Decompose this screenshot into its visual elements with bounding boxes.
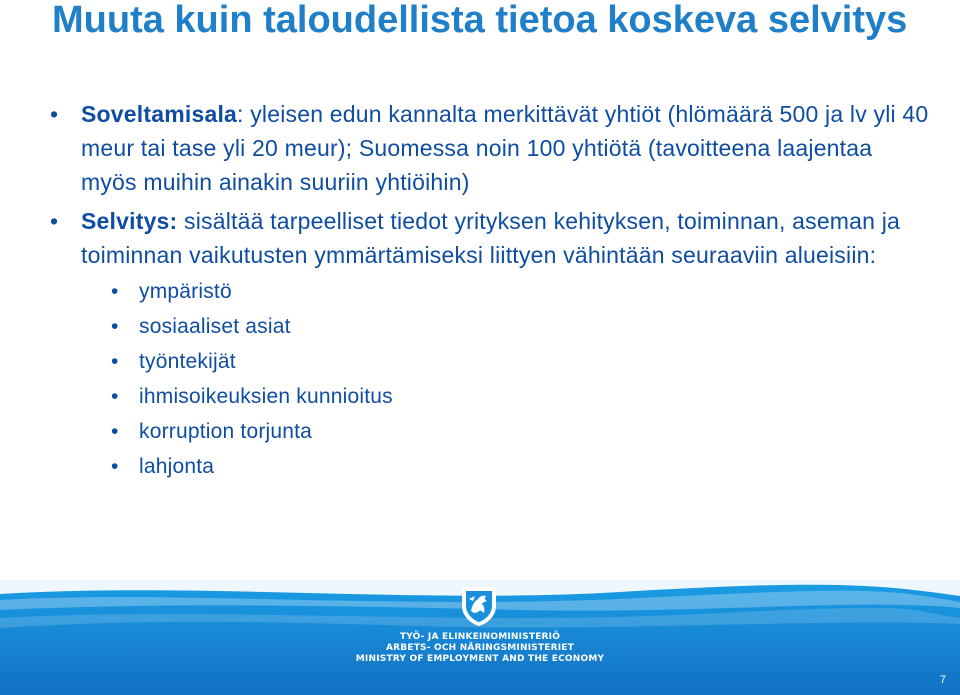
bullet-dot: • [50,208,59,234]
bullet-report-text: sisältää tarpeelliset tiedot yrityksen kehityksen, toiminnan, aseman ja toiminnan vaikutusten ymmärtämiseksi liittyen vähintään seuraaviin alueisiin: [81,208,901,268]
ministry-name-block [330,632,630,665]
main-bullet-list [50,97,930,484]
footer-banner [0,580,960,695]
sub-bullet-dot: • [111,350,119,373]
area-sub-list [111,274,930,484]
sub-bullet-dot: • [111,280,119,303]
bullet-scope-text: : yleisen edun kannalta merkittävät yhtiöt (hlömäärä 500 ja lv yli 40 meur tai tase yli 20 meur); Suomessa noin 100 yhtiötä (tavoitteena laajentaa myös muihin ainakin suuriin yhtiöihin) [81,101,929,195]
ministry-lion-logo [458,584,500,628]
bullet-scope [50,97,930,199]
bullet-report [50,204,930,484]
bullet-dot: • [50,101,59,127]
slide-title: Muuta kuin taloudellista tietoa koskeva selvitys [52,0,908,41]
sub-item-social: • sosiaaliset asiat [111,309,930,344]
ministry-name-sv: ARBETS- OCH NÄRINGSMINISTERIET [385,643,574,653]
sub-item-bribery: • lahjonta [111,449,930,484]
sub-bullet-dot: • [111,455,119,478]
ministry-name-fi: TYÖ- JA ELINKEINOMINISTERIÖ [399,632,561,642]
sub-item-environment: • ympäristö [111,274,930,309]
sub-bullet-dot: • [111,385,119,408]
bullet-scope-label: Soveltamisala [81,101,238,127]
sub-bullet-dot: • [111,420,119,443]
sub-item-anti-corruption: • korruption torjunta [111,414,930,449]
sub-bullet-dot: • [111,315,119,338]
ministry-name-en: MINISTRY OF EMPLOYMENT AND THE ECONOMY [355,654,605,664]
sub-item-employees: • työntekijät [111,344,930,379]
sub-item-human-rights: • ihmisoikeuksien kunnioitus [111,379,930,414]
page-number: 7 [939,674,946,686]
bullet-report-label: Selvitys: [81,208,178,234]
